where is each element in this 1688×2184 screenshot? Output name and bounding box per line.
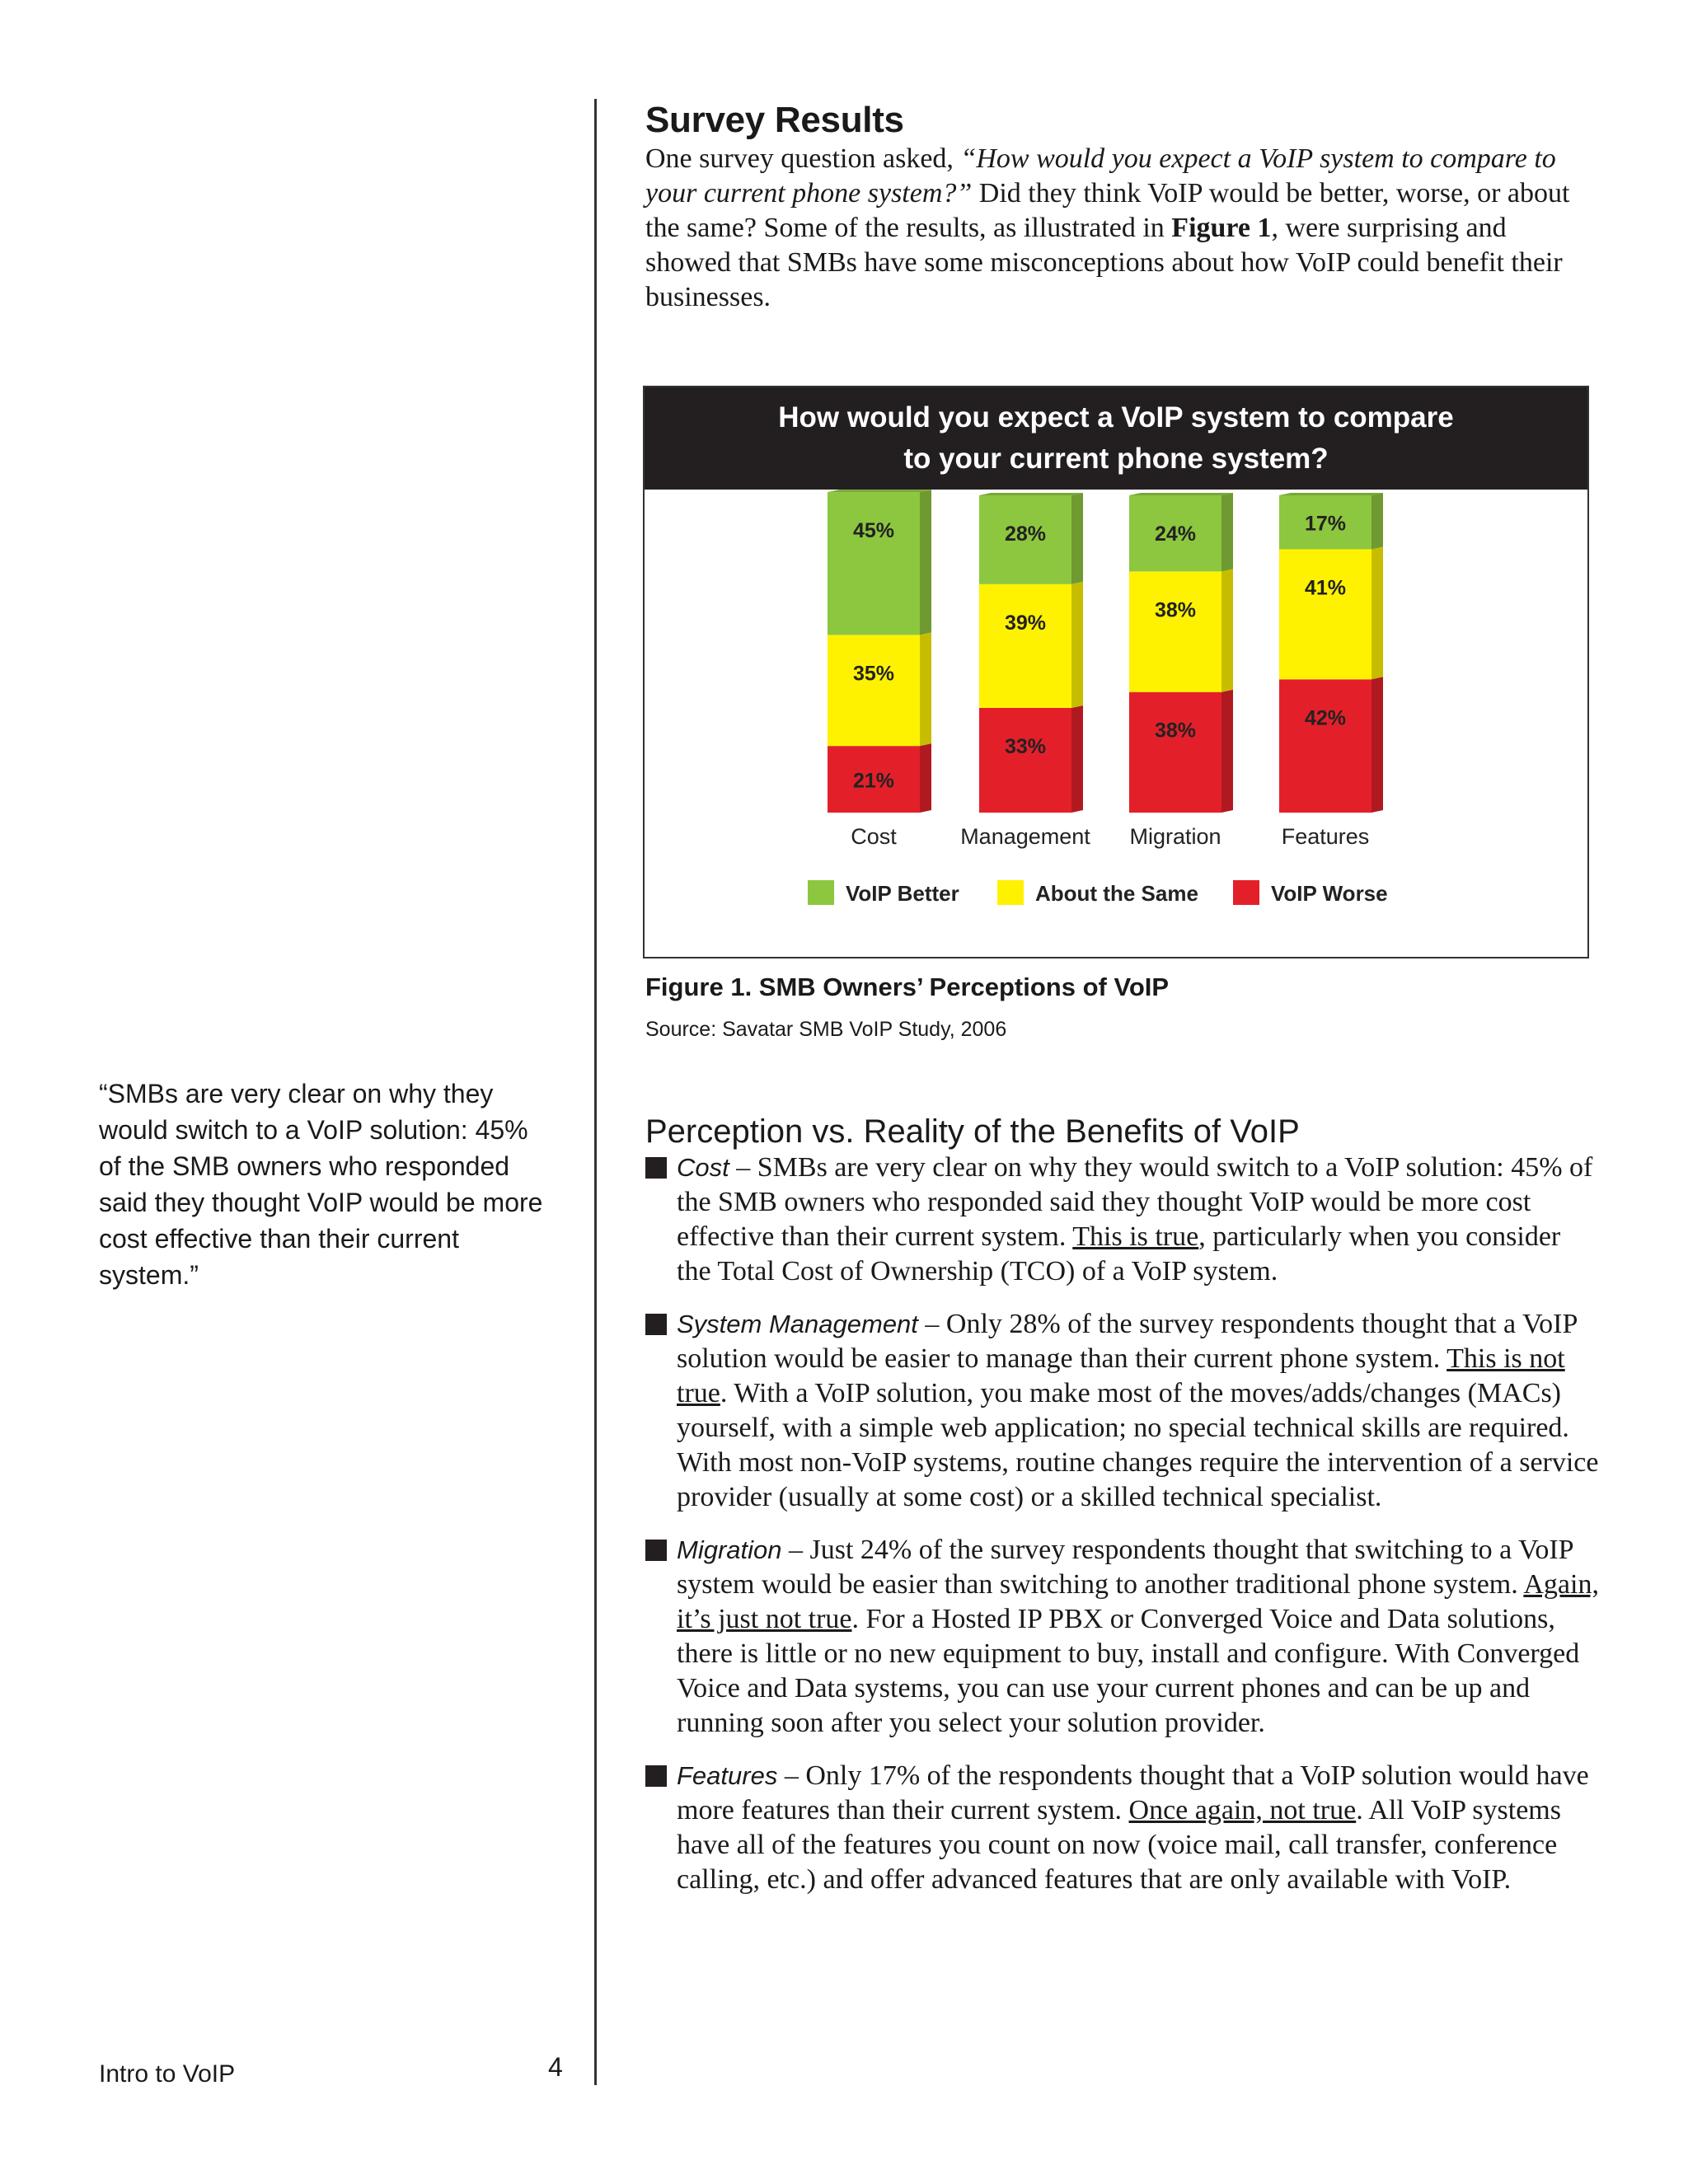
bullet-system-management: [645, 1307, 1601, 1515]
bar-side-about-the-same: [1071, 582, 1083, 708]
chart-plot: [645, 490, 1587, 956]
category-label: Features: [1281, 824, 1370, 849]
legend-label: VoIP Better: [846, 881, 959, 906]
bullet-term: System Management: [677, 1310, 918, 1338]
bar-segment-about-the-same: [828, 635, 920, 746]
data-label: 45%: [852, 519, 895, 543]
bullet-migration: [645, 1533, 1601, 1741]
bar-segment-about-the-same: [979, 584, 1071, 708]
data-label: 33%: [1004, 734, 1047, 758]
bar-segment-about-the-same: [1129, 571, 1221, 691]
bar-side-about-the-same: [1372, 546, 1383, 679]
bullet-text-end: . For a Hosted IP PBX or Converged Voice and Data solutions, there is little or no new equipment to buy, install and configure. With Converged Voice and Data systems, you can use your current phones and can be up and running soon after you select your solution provider.: [677, 1604, 1580, 1738]
chart-title-line-2: to your current phone system?: [903, 443, 1329, 475]
bullet-square-icon: [645, 1540, 667, 1561]
figure-caption: Figure 1. SMB Owners’ Perceptions of VoIP: [645, 972, 1170, 1001]
bullet-underlined: This is true: [1072, 1221, 1199, 1252]
bar-side-voip-worse: [1221, 690, 1233, 813]
data-label: 35%: [852, 662, 895, 686]
figure-reference: Figure 1: [1171, 213, 1272, 243]
page-number: 4: [548, 2052, 563, 2082]
bar-top-face: [1129, 493, 1233, 495]
data-label: 38%: [1154, 719, 1197, 743]
bar-side-about-the-same: [1221, 569, 1233, 691]
bar-side-voip-better: [920, 490, 931, 635]
bar-side-voip-worse: [1372, 677, 1383, 813]
category-label: Migration: [1129, 824, 1221, 849]
intro-text-end: , were surprising and showed that SMBs have some misconceptions about how VoIP could benefit their businesses.: [645, 213, 1563, 312]
vertical-divider: [594, 99, 597, 2085]
footer-title: Intro to VoIP: [99, 2060, 236, 2088]
bullet-term: Features: [677, 1761, 778, 1790]
bar-side-voip-better: [1221, 493, 1233, 571]
bullet-cost: [645, 1151, 1601, 1289]
bar-segment-voip-better: [828, 492, 920, 635]
category-label: Cost: [851, 824, 897, 849]
legend-label: About the Same: [1035, 881, 1198, 906]
bullet-underlined: Once again, not true: [1128, 1795, 1357, 1825]
intro-text-middle: Did they think VoIP would be better, worse, or about the same? Some of the results, as illustrated in: [645, 178, 1570, 243]
bar-side-voip-worse: [920, 743, 931, 813]
bullet-text: – SMBs are very clear on why they would switch to a VoIP solution: 45% of the SMB owners who responded said they thought VoIP would be more cost effective than their current system.: [677, 1152, 1593, 1252]
legend-label: VoIP Worse: [1271, 881, 1388, 906]
bullet-term: Migration: [677, 1535, 782, 1564]
bar-segment-voip-worse: [979, 708, 1071, 813]
bullet-text: – Only 28% of the survey respondents thought that a VoIP solution would be easier to manage than their current phone system.: [677, 1309, 1578, 1374]
intro-text-start: One survey question asked,: [645, 143, 961, 174]
bullet-underlined: This is not true: [677, 1343, 1565, 1408]
legend-swatch: [1233, 880, 1259, 905]
bullet-square-icon: [645, 1157, 667, 1179]
data-label: 42%: [1304, 706, 1347, 730]
bullet-text-end: . With a VoIP solution, you make most of the moves/adds/changes (MACs) yourself, with a simple web application; no special technical skills are required. With most non-VoIP systems, routine changes require the intervention of a service provider (usually at some cost) or a skilled technical specialist.: [677, 1378, 1599, 1512]
intro-question: “How would you expect a VoIP system to compare to your current phone system?”: [645, 143, 1556, 209]
bullet-text: – Just 24% of the survey respondents thought that switching to a VoIP system would be easier than switching to another traditional phone system.: [677, 1535, 1573, 1600]
figure-source: Source: Savatar SMB VoIP Study, 2006: [645, 1018, 1007, 1041]
bar-side-voip-better: [1372, 493, 1383, 549]
bullet-square-icon: [645, 1765, 667, 1787]
bullet-text-end: . All VoIP systems have all of the features you count on now (voice mail, call transfer, conference calling, etc.) and offer advanced features that are only available with VoIP.: [677, 1795, 1561, 1895]
legend-swatch: [997, 880, 1024, 905]
bar-top-face: [979, 493, 1083, 495]
bar-top-face: [1279, 493, 1383, 495]
bullet-text: – Only 17% of the respondents thought that a VoIP solution would have more features than their current system.: [677, 1760, 1589, 1825]
bullet-square-icon: [645, 1314, 667, 1335]
chart-title: [645, 387, 1587, 490]
legend-swatch: [808, 880, 834, 905]
data-label: 21%: [852, 769, 895, 793]
bar-side-voip-better: [1071, 493, 1083, 584]
data-label: 17%: [1304, 512, 1347, 536]
perception-heading: Perception vs. Reality of the Benefits of VoIP: [645, 1113, 1300, 1150]
bullet-text-end: , particularly when you consider the Total Cost of Ownership (TCO) of a VoIP system.: [677, 1221, 1561, 1286]
survey-chart: [643, 386, 1589, 958]
survey-results-section: [645, 99, 1589, 315]
data-label: 39%: [1004, 611, 1047, 635]
bullet-underlined: Again, it’s just not true: [677, 1569, 1599, 1634]
data-label: 28%: [1004, 523, 1047, 546]
bar-segment-voip-worse: [1129, 692, 1221, 813]
chart-title-line-1: How would you expect a VoIP system to compare: [778, 401, 1454, 434]
data-label: 38%: [1154, 598, 1197, 622]
survey-results-heading: Survey Results: [645, 100, 904, 140]
data-label: 24%: [1154, 523, 1197, 546]
bar-segment-about-the-same: [1279, 549, 1372, 679]
bar-side-voip-worse: [1071, 705, 1083, 813]
bar-side-about-the-same: [920, 632, 931, 746]
bullet-features: [645, 1759, 1601, 1897]
perception-section: [645, 1113, 1601, 1915]
bullet-term: Cost: [677, 1153, 729, 1182]
category-label: Management: [960, 824, 1090, 849]
bar-top-face: [828, 490, 931, 492]
survey-results-intro: [645, 142, 1589, 315]
bar-segment-voip-worse: [1279, 679, 1372, 813]
data-label: 41%: [1304, 576, 1347, 600]
sidebar-pull-quote: “SMBs are very clear on why they would switch to a VoIP solution: 45% of the SMB owners who responded said they thought VoIP would be more cost effective than their current system.”: [99, 1079, 543, 1290]
